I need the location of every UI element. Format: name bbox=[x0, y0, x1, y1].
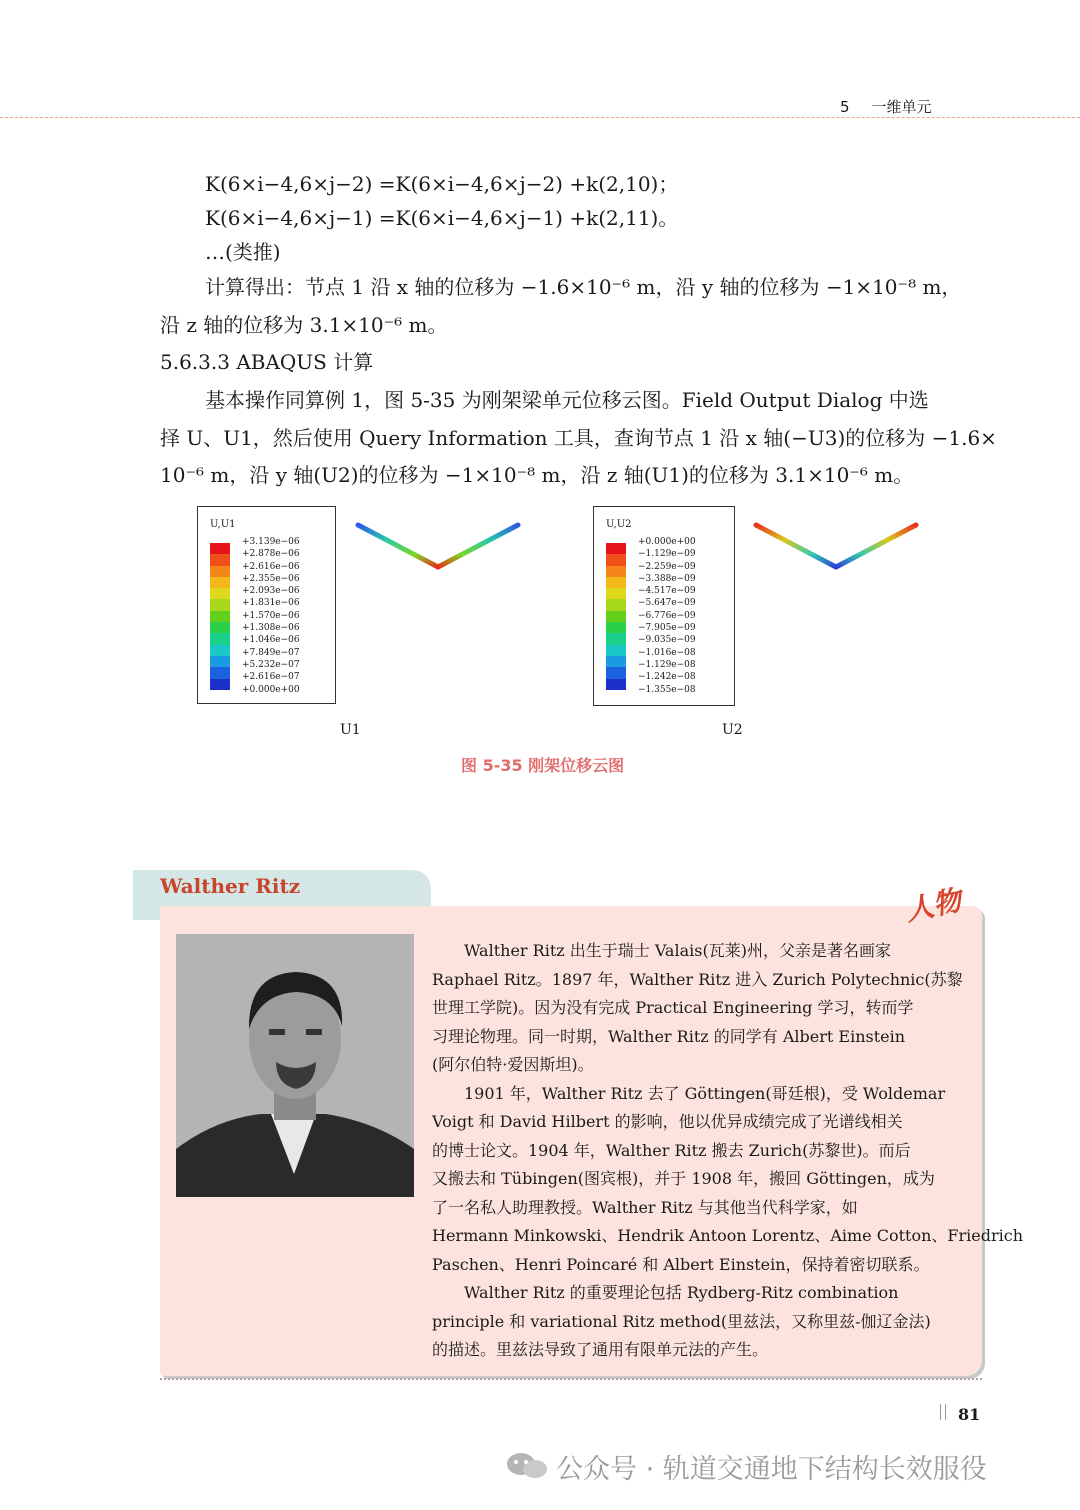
legend-value: +2.616e−07 bbox=[242, 672, 300, 683]
bio-bottom-rule bbox=[160, 1378, 982, 1380]
color-swatch bbox=[606, 645, 626, 656]
legend-value: +2.093e−06 bbox=[242, 586, 300, 597]
color-swatch bbox=[210, 566, 230, 577]
bio-line: 世理工学院)。因为没有完成 Practical Engineering 学习，转而学 bbox=[432, 998, 914, 1017]
bio-line: Hermann Minkowski、Hendrik Antoon Lorentz、Aime Cotton、Friedrich bbox=[432, 1226, 1024, 1245]
header-rule bbox=[0, 117, 1080, 118]
legend-value: +7.849e−07 bbox=[242, 647, 300, 658]
chapter-title: 一维单元 bbox=[871, 98, 932, 116]
equation-line-2: K(6×i−4,6×j−1) =K(6×i−4,6×j−1) +k(2,11)。 bbox=[205, 206, 679, 230]
color-scale bbox=[210, 543, 230, 690]
result-line-1: 计算得出：节点 1 沿 x 轴的位移为 −1.6×10⁻⁶ m，沿 y 轴的位移为 −1×10⁻⁸ m， bbox=[205, 275, 962, 299]
bio-line: Paschen、Henri Poincaré 和 Albert Einstein，保持着密切联系。 bbox=[432, 1254, 930, 1274]
color-swatch bbox=[210, 599, 230, 610]
color-swatch bbox=[210, 645, 230, 656]
legend-value: +1.046e−06 bbox=[242, 635, 300, 646]
subfigure-label-u1: U1 bbox=[340, 722, 361, 738]
color-swatch bbox=[210, 554, 230, 565]
color-swatch bbox=[606, 599, 626, 610]
portrait-photo bbox=[176, 934, 414, 1197]
section-heading: 5.6.3.3 ABAQUS 计算 bbox=[160, 350, 374, 374]
legend-value: −1.355e−08 bbox=[638, 684, 696, 695]
bio-line: 了一名私人助理教授。Walther Ritz 与其他当代科学家，如 bbox=[432, 1197, 858, 1217]
legend-value: +2.878e−06 bbox=[242, 549, 300, 560]
frame-member-right bbox=[438, 525, 518, 567]
color-swatch bbox=[210, 588, 230, 599]
legend-value: +2.355e−06 bbox=[242, 573, 300, 584]
legend-value: −9.035e−09 bbox=[638, 635, 696, 646]
bio-line: Walther Ritz 的重要理论包括 Rydberg-Ritz combination bbox=[432, 1283, 899, 1302]
legend-value: +0.000e+00 bbox=[638, 537, 696, 547]
legend-u2 bbox=[593, 506, 735, 706]
bio-line: Walther Ritz 出生于瑞士 Valais(瓦莱)州，父亲是著名画家 bbox=[432, 941, 891, 960]
legend-value: +3.139e−06 bbox=[242, 537, 300, 547]
bio-line: 的博士论文。1904 年，Walther Ritz 搬去 Zurich(苏黎世)。而后 bbox=[432, 1140, 911, 1160]
subfigure-label-u2: U2 bbox=[722, 722, 743, 738]
figure-caption: 图 5-35 刚架位移云图 bbox=[461, 756, 625, 775]
legend-value: +1.831e−06 bbox=[242, 598, 300, 609]
color-scale bbox=[606, 543, 626, 690]
legend-value: −2.259e−09 bbox=[638, 561, 696, 572]
color-swatch bbox=[210, 656, 230, 667]
legend-value: −1.242e−08 bbox=[638, 672, 696, 683]
legend-value: −1.016e−08 bbox=[638, 647, 696, 658]
frame-member-left bbox=[358, 525, 438, 567]
color-swatch bbox=[606, 679, 626, 690]
color-swatch bbox=[210, 667, 230, 678]
wechat-icon bbox=[505, 1450, 549, 1480]
frame-contour-u1 bbox=[350, 515, 530, 695]
color-swatch bbox=[606, 633, 626, 644]
color-swatch bbox=[606, 588, 626, 599]
equation-line-1: K(6×i−4,6×j−2) =K(6×i−4,6×j−2) +k(2,10)； bbox=[205, 172, 679, 196]
legend-title: U,U2 bbox=[606, 519, 632, 530]
color-swatch bbox=[606, 622, 626, 633]
color-swatch bbox=[210, 622, 230, 633]
color-swatch bbox=[210, 633, 230, 644]
bio-line: 习理论物理。同一时期，Walther Ritz 的同学有 Albert Einstein bbox=[432, 1026, 906, 1046]
legend-value: +5.232e−07 bbox=[242, 659, 300, 670]
chapter-number: 5 bbox=[840, 98, 850, 116]
person-badge: 人物 bbox=[902, 883, 965, 928]
bio-line: 又搬去和 Tübingen(图宾根)，并于 1908 年，搬回 Göttingen，成为 bbox=[432, 1169, 935, 1188]
legend-labels bbox=[638, 536, 696, 696]
running-header bbox=[840, 96, 932, 117]
color-swatch bbox=[606, 577, 626, 588]
legend-value: +1.570e−06 bbox=[242, 610, 300, 621]
legend-value: −3.388e−09 bbox=[638, 573, 696, 584]
legend-value: +1.308e−06 bbox=[242, 623, 300, 634]
color-swatch bbox=[606, 667, 626, 678]
page-number: 81 bbox=[958, 1405, 981, 1424]
bio-name: Walther Ritz bbox=[160, 874, 301, 898]
color-swatch bbox=[606, 543, 626, 554]
bio-line: 的描述。里兹法导致了通用有限单元法的产生。 bbox=[432, 1340, 769, 1359]
bio-tab-edge bbox=[133, 906, 160, 920]
frame-member-right bbox=[836, 525, 916, 567]
bio-line: Voigt 和 David Hilbert 的影响，他以优异成绩完成了光谱线相关 bbox=[432, 1112, 903, 1131]
frame-contour-u2 bbox=[748, 515, 928, 695]
page-number-marker bbox=[940, 1404, 946, 1420]
paragraph-line-3: 10⁻⁶ m，沿 y 轴(U2)的位移为 −1×10⁻⁸ m，沿 z 轴(U1)的位移为 3.1×10⁻⁶ m。 bbox=[160, 463, 914, 487]
legend-title: U,U1 bbox=[210, 519, 236, 530]
watermark-text: 公众号 · 轨道交通地下结构长效服役 bbox=[556, 1454, 987, 1485]
color-swatch bbox=[606, 554, 626, 565]
legend-value: −1.129e−09 bbox=[638, 549, 696, 560]
legend-value: −6.776e−09 bbox=[638, 610, 696, 621]
legend-value: +2.616e−06 bbox=[242, 561, 300, 572]
legend-value: −1.129e−08 bbox=[638, 659, 696, 670]
color-swatch bbox=[210, 679, 230, 690]
bio-line: Raphael Ritz。1897 年，Walther Ritz 进入 Zurich Polytechnic(苏黎 bbox=[432, 969, 963, 989]
ellipsis-line: …(类推) bbox=[205, 240, 281, 264]
legend-value: −4.517e−09 bbox=[638, 586, 696, 597]
bio-line: principle 和 variational Ritz method(里兹法，又称里兹-伽辽金法) bbox=[432, 1311, 931, 1331]
paragraph-line-1: 基本操作同算例 1，图 5-35 为刚架梁单元位移云图。Field Output Dialog 中选 bbox=[205, 388, 929, 412]
color-swatch bbox=[210, 543, 230, 554]
portrait-illustration bbox=[176, 934, 414, 1197]
legend-labels bbox=[242, 536, 300, 696]
legend-u1 bbox=[197, 506, 336, 704]
frame-member-left bbox=[756, 525, 836, 567]
result-line-2: 沿 z 轴的位移为 3.1×10⁻⁶ m。 bbox=[160, 313, 448, 337]
color-swatch bbox=[606, 566, 626, 577]
legend-value: +0.000e+00 bbox=[242, 684, 300, 695]
color-swatch bbox=[606, 611, 626, 622]
bio-line: 1901 年，Walther Ritz 去了 Göttingen(哥廷根)，受 Woldemar bbox=[432, 1083, 946, 1103]
color-swatch bbox=[210, 611, 230, 622]
color-swatch bbox=[210, 577, 230, 588]
legend-value: −7.905e−09 bbox=[638, 623, 696, 634]
paragraph-line-2: 择 U、U1，然后使用 Query Information 工具，查询节点 1 沿 x 轴(−U3)的位移为 −1.6× bbox=[160, 426, 997, 450]
legend-value: −5.647e−09 bbox=[638, 598, 696, 609]
color-swatch bbox=[606, 656, 626, 667]
bio-line: (阿尔伯特·爱因斯坦)。 bbox=[432, 1055, 594, 1074]
